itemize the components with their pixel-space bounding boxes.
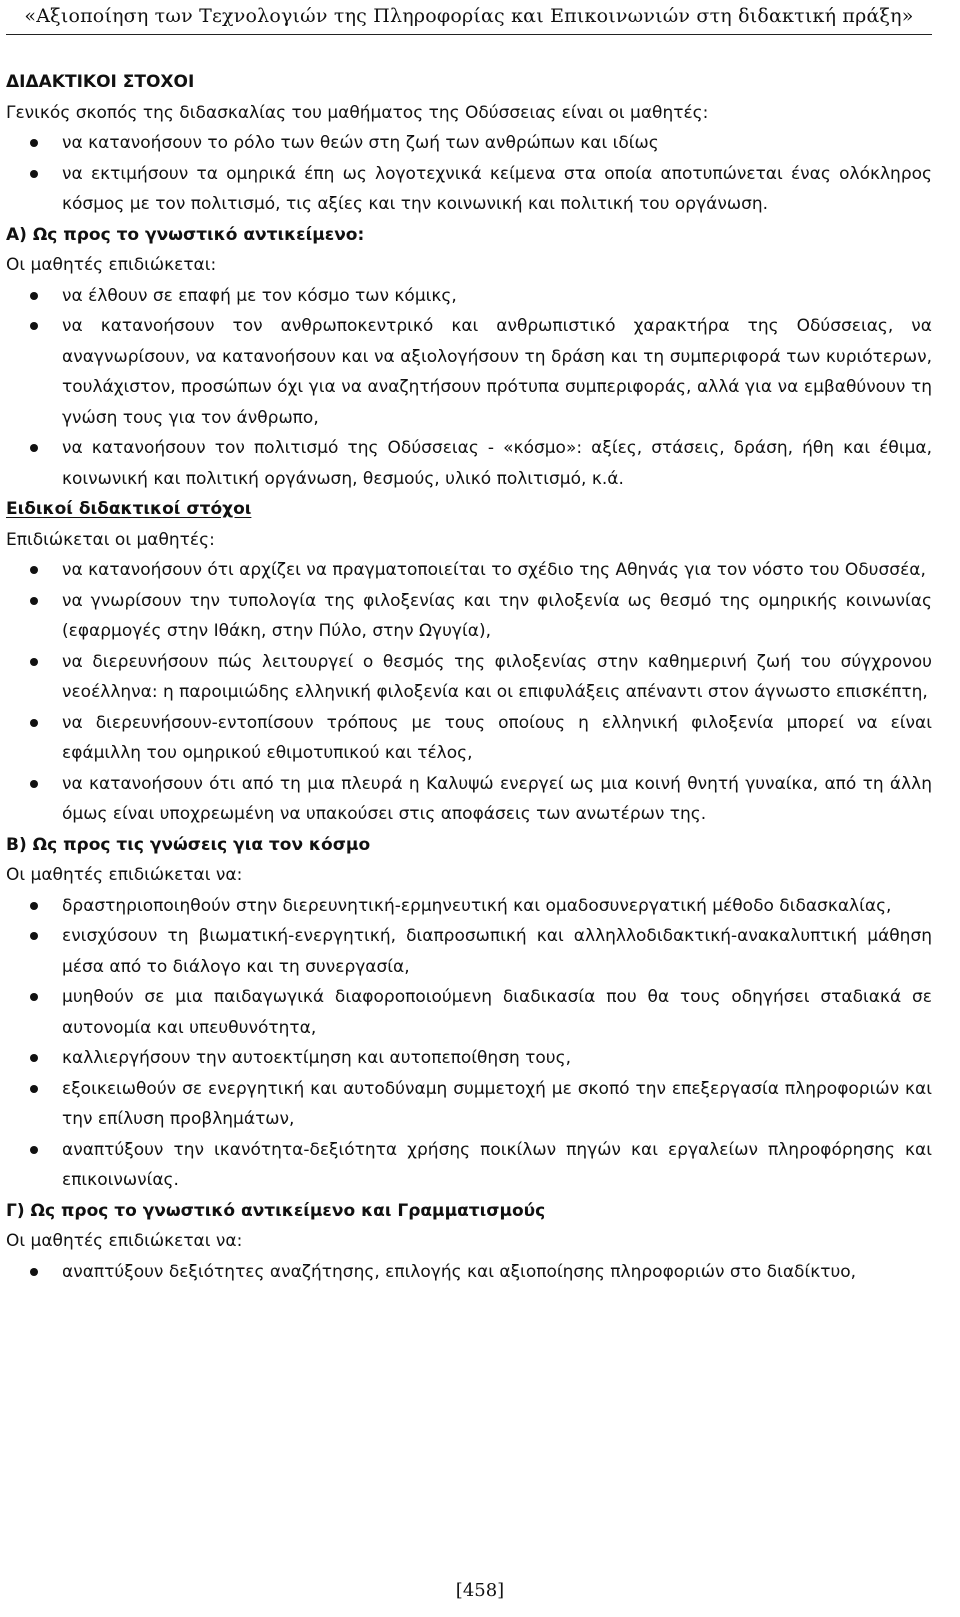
- goals-list: [6, 128, 932, 220]
- list-item: να κατανοήσουν ότι από τη μια πλευρά η Καλυψώ ενεργεί ως μια κοινή θνητή γυναίκα, από τη άλλη όμως είναι υποχρεωμένη να υπακούσει στις αποφάσεις των ανωτέρων της.: [6, 769, 932, 830]
- heading-specific-goals: [6, 494, 932, 525]
- specific-intro: Επιδιώκεται οι μαθητές:: [6, 529, 215, 550]
- section-c-intro: Οι μαθητές επιδιώκεται να:: [6, 1231, 243, 1251]
- heading-section-c: Γ) Ως προς το γνωστικό αντικείμενο και Γραμματισμούς: [6, 1200, 546, 1221]
- section-a-intro: Οι μαθητές επιδιώκεται:: [6, 255, 217, 275]
- heading-section-b: Β) Ως προς τις γνώσεις για τον κόσμο: [6, 834, 371, 855]
- document-body: [6, 67, 932, 1287]
- list-item: να έλθουν σε επαφή με τον κόσμο των κόμικς,: [6, 281, 932, 312]
- specific-list: [6, 555, 932, 830]
- list-item: να κατανοήσουν τον πολιτισμό της Οδύσσειας - «κόσμο»: αξίες, στάσεις, δράση, ήθη και έθιμα, κοινωνική και πολιτική οργάνωση, θεσμούς, υλικό πολιτισμό, κ.ά.: [6, 433, 932, 494]
- list-item: αναπτύξουν την ικανότητα-δεξιότητα χρήσης ποικίλων πηγών και εργαλείων πληροφόρησης και επικοινωνίας.: [6, 1135, 932, 1196]
- list-item: να εκτιμήσουν τα ομηρικά έπη ως λογοτεχνικά κείμενα στα οποία αποτυπώνεται ένας ολόκληρος κόσμος με τον πολιτισμό, τις αξίες και την κοινωνική και πολιτική του οργάνωση.: [6, 159, 932, 220]
- section-b-list: [6, 891, 932, 1196]
- heading-section-a: Α) Ως προς το γνωστικό αντικείμενο:: [6, 224, 365, 245]
- goals-intro: Γενικός σκοπός της διδασκαλίας του μαθήματος της Οδύσσειας είναι οι μαθητές:: [6, 102, 709, 123]
- list-item: να διερευνήσουν πώς λειτουργεί ο θεσμός της φιλοξενίας στην καθημερινή ζωή του σύγχρονου νεοέλληνα: η παροιμιώδης ελληνική φιλοξενία και οι επιφυλάξεις απέναντι στον άγνωστο επισκέπτη,: [6, 647, 932, 708]
- list-item: να γνωρίσουν την τυπολογία της φιλοξενίας και την φιλοξενία ως θεσμό της ομηρικής κοινωνίας (εφαρμογές στην Ιθάκη, στην Πύλο, στην Ωγυγία),: [6, 586, 932, 647]
- page-number: [458]: [455, 1580, 505, 1601]
- heading-didactic-goals: ΔΙΔΑΚΤΙΚΟΙ ΣΤΟΧΟΙ: [6, 72, 195, 92]
- list-item: να διερευνήσουν-εντοπίσουν τρόπους με τους οποίους η ελληνική φιλοξενία μπορεί να είναι εφάμιλλη του ομηρικού εθιμοτυπικού και τέλος,: [6, 708, 932, 769]
- section-b-intro: Οι μαθητές επιδιώκεται να:: [6, 865, 243, 885]
- list-item: αναπτύξουν δεξιότητες αναζήτησης, επιλογής και αξιοποίησης πληροφοριών στο διαδίκτυο,: [6, 1257, 932, 1288]
- section-a-list: [6, 281, 932, 495]
- list-item: να κατανοήσουν τον ανθρωποκεντρικό και ανθρωπιστικό χαρακτήρα της Οδύσσειας, να αναγνωρίσουν, να κατανοήσουν και να αξιολογήσουν τη δράση και τη συμπεριφορά των κυριότερων, τουλάχιστον, προσώπων όχι για να αναζητήσουν πρότυπα συμπεριφοράς, αλλά για να εμβαθύνουν τη γνώση τους για τον άνθρωπο,: [6, 311, 932, 433]
- running-header: «Αξιοποίηση των Τεχνολογιών της Πληροφορίας και Επικοινωνιών στη διδακτική πράξη»: [24, 5, 914, 27]
- list-item: εξοικειωθούν σε ενεργητική και αυτοδύναμη συμμετοχή με σκοπό την επεξεργασία πληροφοριών και την επίλυση προβλημάτων,: [6, 1074, 932, 1135]
- list-item: δραστηριοποιηθούν στην διερευνητική-ερμηνευτική και ομαδοσυνεργατική μέθοδο διδασκαλίας,: [6, 891, 932, 922]
- section-c-list: [6, 1257, 932, 1288]
- list-item: να κατανοήσουν το ρόλο των θεών στη ζωή των ανθρώπων και ιδίως: [6, 128, 932, 159]
- list-item: να κατανοήσουν ότι αρχίζει να πραγματοποιείται το σχέδιο της Αθηνάς για τον νόστο του Οδυσσέα,: [6, 555, 932, 586]
- header-rule: [6, 34, 932, 35]
- list-item: μυηθούν σε μια παιδαγωγικά διαφοροποιούμενη διαδικασία που θα τους οδηγήσει σταδιακά σε αυτονομία και υπευθυνότητα,: [6, 982, 932, 1043]
- list-item: ενισχύσουν τη βιωματική-ενεργητική, διαπροσωπική και αλληλλοδιδακτική-ανακαλυπτική μάθηση μέσα από το διάλογο και τη συνεργασία,: [6, 921, 932, 982]
- list-item: καλλιεργήσουν την αυτοεκτίμηση και αυτοπεποίθηση τους,: [6, 1043, 932, 1074]
- heading-specific-goals-text: Ειδικοί διδακτικοί στόχοι: [6, 499, 252, 519]
